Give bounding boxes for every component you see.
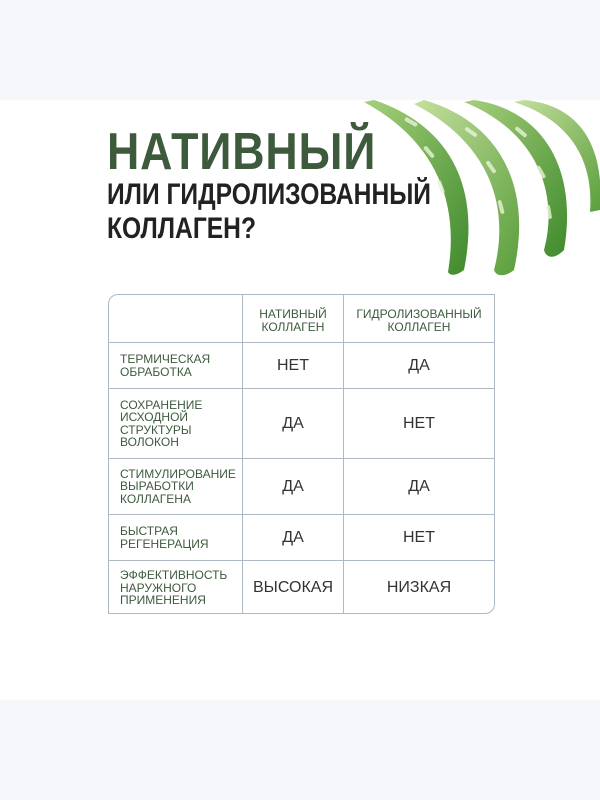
row-label: СОХРАНЕНИЕ ИСХОДНОЙ СТРУКТУРЫ ВОЛОКОН — [109, 389, 243, 459]
row-label: ЭФФЕКТИВНОСТЬ НАРУЖНОГО ПРИМЕНЕНИЯ — [109, 561, 243, 614]
hydrolyzed-value: НЕТ — [344, 389, 494, 459]
title-line-3: КОЛЛАГЕН? — [107, 212, 256, 245]
native-value: ВЫСОКАЯ — [243, 561, 344, 614]
title-line-2: ИЛИ ГИДРОЛИЗОВАННЫЙ — [107, 178, 431, 211]
header-hydrolyzed-collagen: ГИДРОЛИЗОВАННЫЙ КОЛЛАГЕН — [344, 295, 494, 343]
row-label: ТЕРМИЧЕСКАЯ ОБРАБОТКА — [109, 343, 243, 389]
hydrolyzed-value: ДА — [344, 343, 494, 389]
title-line-1: НАТИВНЫЙ — [107, 123, 377, 181]
hydrolyzed-value: НИЗКАЯ — [386, 579, 452, 596]
row-label: СТИМУЛИРОВАНИЕ ВЫРАБОТКИ КОЛЛАГЕНА — [109, 459, 243, 515]
native-value: ДА — [243, 515, 344, 561]
native-value: ДА — [243, 459, 344, 515]
comparison-table — [108, 294, 495, 614]
native-value: ДА — [243, 389, 344, 459]
native-value: НЕТ — [243, 343, 344, 389]
infographic-card — [0, 100, 600, 700]
hydrolyzed-value: НЕТ — [344, 515, 494, 561]
header-native-collagen: НАТИВНЫЙ КОЛЛАГЕН — [243, 295, 344, 343]
header-empty-cell — [109, 295, 243, 343]
hydrolyzed-value: ДА — [344, 459, 494, 515]
row-label: БЫСТРАЯ РЕГЕНЕРАЦИЯ — [109, 515, 243, 561]
